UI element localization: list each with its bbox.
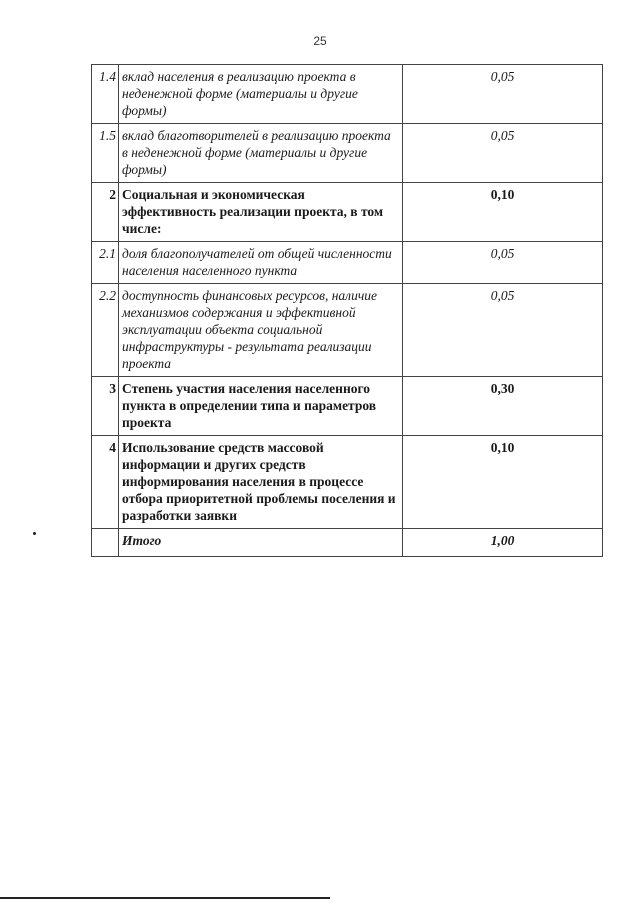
row-number: 3 <box>92 377 119 436</box>
table-row <box>92 284 603 377</box>
table-row <box>92 183 603 242</box>
row-number: 2.2 <box>92 284 119 377</box>
row-weight: 0,30 <box>403 377 603 436</box>
table-row <box>92 65 603 124</box>
row-number: 4 <box>92 436 119 529</box>
page-number: 25 <box>313 34 327 48</box>
row-number: 2.1 <box>92 242 119 284</box>
row-weight: 0,05 <box>403 124 603 183</box>
total-row <box>92 529 603 557</box>
table-row <box>92 377 603 436</box>
row-weight: 0,05 <box>403 242 603 284</box>
row-number: 1.5 <box>92 124 119 183</box>
table-row <box>92 242 603 284</box>
table-row <box>92 124 603 183</box>
footer-rule <box>0 897 330 899</box>
total-value: 1,00 <box>403 529 603 557</box>
row-description: Степень участия населения населенного пункта в определении типа и параметров проекта <box>119 377 403 436</box>
row-description: доступность финансовых ресурсов, наличие механизмов содержания и эффективной эксплуатации объекта социальной инфраструктуры - результата реализации проекта <box>119 284 403 377</box>
row-weight: 0,05 <box>403 284 603 377</box>
total-number <box>92 529 119 557</box>
row-weight: 0,05 <box>403 65 603 124</box>
row-description: Социальная и экономическая эффективность реализации проекта, в том числе: <box>119 183 403 242</box>
row-weight: 0,10 <box>403 183 603 242</box>
row-number: 1.4 <box>92 65 119 124</box>
scan-speck <box>33 532 36 535</box>
row-weight: 0,10 <box>403 436 603 529</box>
criteria-table <box>91 64 603 557</box>
row-description: вклад благотворителей в реализацию проекта в неденежной форме (материалы и другие формы) <box>119 124 403 183</box>
total-label: Итого <box>119 529 403 557</box>
row-description: доля благополучателей от общей численности населения населенного пункта <box>119 242 403 284</box>
row-number: 2 <box>92 183 119 242</box>
row-description: вклад населения в реализацию проекта в неденежной форме (материалы и другие формы) <box>119 65 403 124</box>
table-row <box>92 436 603 529</box>
row-description: Использование средств массовой информации и других средств информирования населения в процессе отбора приоритетной проблемы поселения и разработки заявки <box>119 436 403 529</box>
